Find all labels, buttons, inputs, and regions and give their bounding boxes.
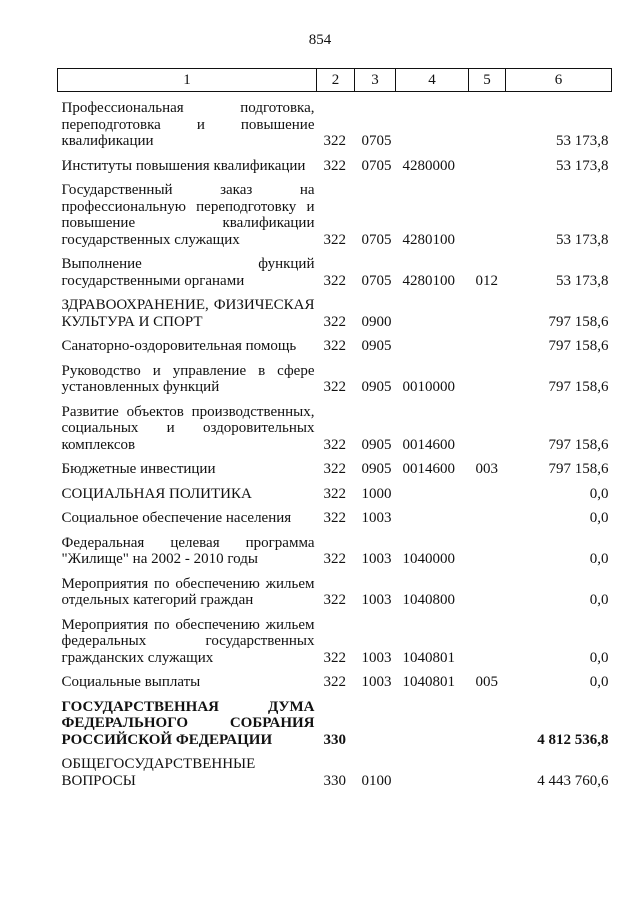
row-ministry-code: 322 <box>323 510 346 526</box>
header-col-4: 4 <box>396 69 469 92</box>
table-row <box>58 355 612 396</box>
row-ministry-code: 322 <box>323 592 346 608</box>
row-target-article: 4280100 <box>402 272 455 289</box>
row-ministry-code: 322 <box>323 338 346 354</box>
row-expense-type <box>469 396 506 454</box>
row-section: 0705 <box>361 133 392 149</box>
header-col-3: 3 <box>355 69 396 92</box>
page-number: 854 <box>308 32 332 48</box>
row-amount: 0,0 <box>589 551 609 567</box>
row-expense-type <box>469 174 506 248</box>
row-expense-type: 012 <box>475 272 498 289</box>
row-ministry-code: 322 <box>323 436 346 453</box>
row-amount: 53 173,8 <box>556 133 609 149</box>
row-ministry-code: 322 <box>323 133 346 149</box>
row-name: Государственный заказ на профессиональную переподготовку и повышение квалификации государственных служащих <box>61 182 315 248</box>
row-amount: 797 158,6 <box>548 461 609 477</box>
row-name: Социальное обеспечение населения <box>61 510 292 526</box>
row-section: 0900 <box>361 313 392 330</box>
row-ministry-code: 322 <box>323 649 346 666</box>
row-amount: 0,0 <box>589 510 609 526</box>
table-row <box>58 396 612 454</box>
header-col-2: 2 <box>317 69 355 92</box>
row-target-article: 1040801 <box>402 649 455 666</box>
row-section: 1003 <box>361 674 392 690</box>
row-name: Руководство и управление в сфере установленных функций <box>61 362 315 395</box>
row-name: ЗДРАВООХРАНЕНИЕ, ФИЗИЧЕСКАЯ КУЛЬТУРА И СПОРТ <box>61 297 315 330</box>
table-row <box>58 609 612 667</box>
row-section: 1003 <box>361 551 392 567</box>
row-expense-type <box>469 289 506 330</box>
row-name: Мероприятия по обеспечению жильем отдельных категорий граждан <box>61 575 315 608</box>
row-name: Федеральная целевая программа "Жилище" на 2002 - 2010 годы <box>61 534 315 567</box>
row-target-article <box>396 330 469 355</box>
row-target-article: 1040800 <box>402 592 455 608</box>
row-amount: 0,0 <box>589 649 609 666</box>
table-row <box>58 502 612 527</box>
table-row <box>58 174 612 248</box>
header-col-5: 5 <box>469 69 506 92</box>
row-expense-type <box>469 92 506 150</box>
row-section: 1003 <box>361 510 392 526</box>
row-section: 1003 <box>361 592 392 608</box>
row-amount: 0,0 <box>589 592 609 608</box>
row-name: Институты повышения квалификации <box>61 157 306 174</box>
row-section: 1000 <box>361 485 392 502</box>
row-amount: 53 173,8 <box>556 157 609 174</box>
table-row <box>58 748 612 789</box>
row-name: ОБЩЕГОСУДАРСТВЕННЫЕ ВОПРОСЫ <box>61 756 256 789</box>
row-target-article: 1040000 <box>402 551 455 567</box>
table-row <box>58 453 612 478</box>
header-col-1: 1 <box>58 69 317 92</box>
header-col-6: 6 <box>506 69 612 92</box>
table-header <box>58 69 612 92</box>
table-row <box>58 568 612 609</box>
row-ministry-code: 322 <box>323 272 346 289</box>
row-target-article: 1040801 <box>402 674 455 690</box>
row-target-article <box>396 478 469 503</box>
row-expense-type <box>469 609 506 667</box>
row-amount: 0,0 <box>589 674 609 690</box>
row-amount: 797 158,6 <box>548 436 609 453</box>
row-target-article: 0014600 <box>402 461 455 477</box>
row-name: Социальные выплаты <box>61 674 201 690</box>
row-expense-type <box>469 355 506 396</box>
row-expense-type: 005 <box>475 674 498 690</box>
row-amount: 797 158,6 <box>548 379 609 395</box>
row-ministry-code: 330 <box>323 772 346 789</box>
row-target-article: 4280100 <box>402 231 455 248</box>
row-section: 0905 <box>361 436 392 453</box>
row-section: 0905 <box>361 338 392 354</box>
row-expense-type <box>469 330 506 355</box>
table-row <box>58 150 612 175</box>
row-ministry-code: 322 <box>323 485 346 502</box>
row-name: Бюджетные инвестиции <box>61 461 216 477</box>
row-target-article <box>396 691 469 749</box>
row-amount: 797 158,6 <box>548 313 609 330</box>
row-amount: 797 158,6 <box>548 338 609 354</box>
row-ministry-code: 322 <box>323 313 346 330</box>
row-section <box>355 691 396 749</box>
table-row <box>58 289 612 330</box>
row-expense-type <box>469 478 506 503</box>
row-section: 0100 <box>361 772 392 789</box>
row-expense-type <box>469 748 506 789</box>
row-expense-type <box>469 527 506 568</box>
row-target-article: 4280000 <box>402 157 455 174</box>
row-target-article: 0014600 <box>402 436 455 453</box>
row-section: 0905 <box>361 461 392 477</box>
table-row <box>58 478 612 503</box>
budget-table <box>57 68 612 789</box>
row-amount: 4 443 760,6 <box>537 772 609 789</box>
row-ministry-code: 322 <box>323 379 346 395</box>
table-row <box>58 666 612 691</box>
row-target-article <box>396 502 469 527</box>
row-target-article <box>396 92 469 150</box>
row-name: ГОСУДАРСТВЕННАЯ ДУМА ФЕДЕРАЛЬНОГО СОБРАНИЯ РОССИЙСКОЙ ФЕДЕРАЦИИ <box>61 698 315 748</box>
row-amount: 0,0 <box>589 485 609 502</box>
table-body <box>58 92 612 790</box>
row-ministry-code: 322 <box>323 674 346 690</box>
row-section: 1003 <box>361 649 392 666</box>
table-row <box>58 691 612 749</box>
row-expense-type <box>469 150 506 175</box>
table-row <box>58 248 612 289</box>
row-expense-type <box>469 568 506 609</box>
table-row <box>58 527 612 568</box>
row-name: Выполнение функций государственными органами <box>61 256 315 289</box>
row-expense-type <box>469 691 506 749</box>
row-ministry-code: 322 <box>323 461 346 477</box>
row-section: 0905 <box>361 379 392 395</box>
row-target-article <box>396 289 469 330</box>
row-amount: 53 173,8 <box>556 231 609 248</box>
row-expense-type <box>469 502 506 527</box>
row-target-article <box>396 748 469 789</box>
row-target-article: 0010000 <box>402 379 455 395</box>
table-row <box>58 92 612 150</box>
header-row <box>58 69 612 92</box>
row-expense-type: 003 <box>475 461 498 477</box>
row-name: Профессиональная подготовка, переподготовка и повышение квалификации <box>61 100 315 149</box>
row-ministry-code: 322 <box>323 551 346 567</box>
row-name: Мероприятия по обеспечению жильем федеральных государственных гражданских служащих <box>61 616 315 666</box>
row-name: СОЦИАЛЬНАЯ ПОЛИТИКА <box>61 485 252 502</box>
row-ministry-code: 322 <box>323 231 346 248</box>
row-amount: 4 812 536,8 <box>537 731 609 748</box>
row-section: 0705 <box>361 231 392 248</box>
row-name: Санаторно-оздоровительная помощь <box>61 338 297 354</box>
row-section: 0705 <box>361 272 392 289</box>
row-amount: 53 173,8 <box>556 272 609 289</box>
table-row <box>58 330 612 355</box>
row-ministry-code: 330 <box>323 731 346 748</box>
row-ministry-code: 322 <box>323 157 346 174</box>
row-section: 0705 <box>361 157 392 174</box>
row-name: Развитие объектов производственных, социальных и оздоровительных комплексов <box>61 403 315 453</box>
